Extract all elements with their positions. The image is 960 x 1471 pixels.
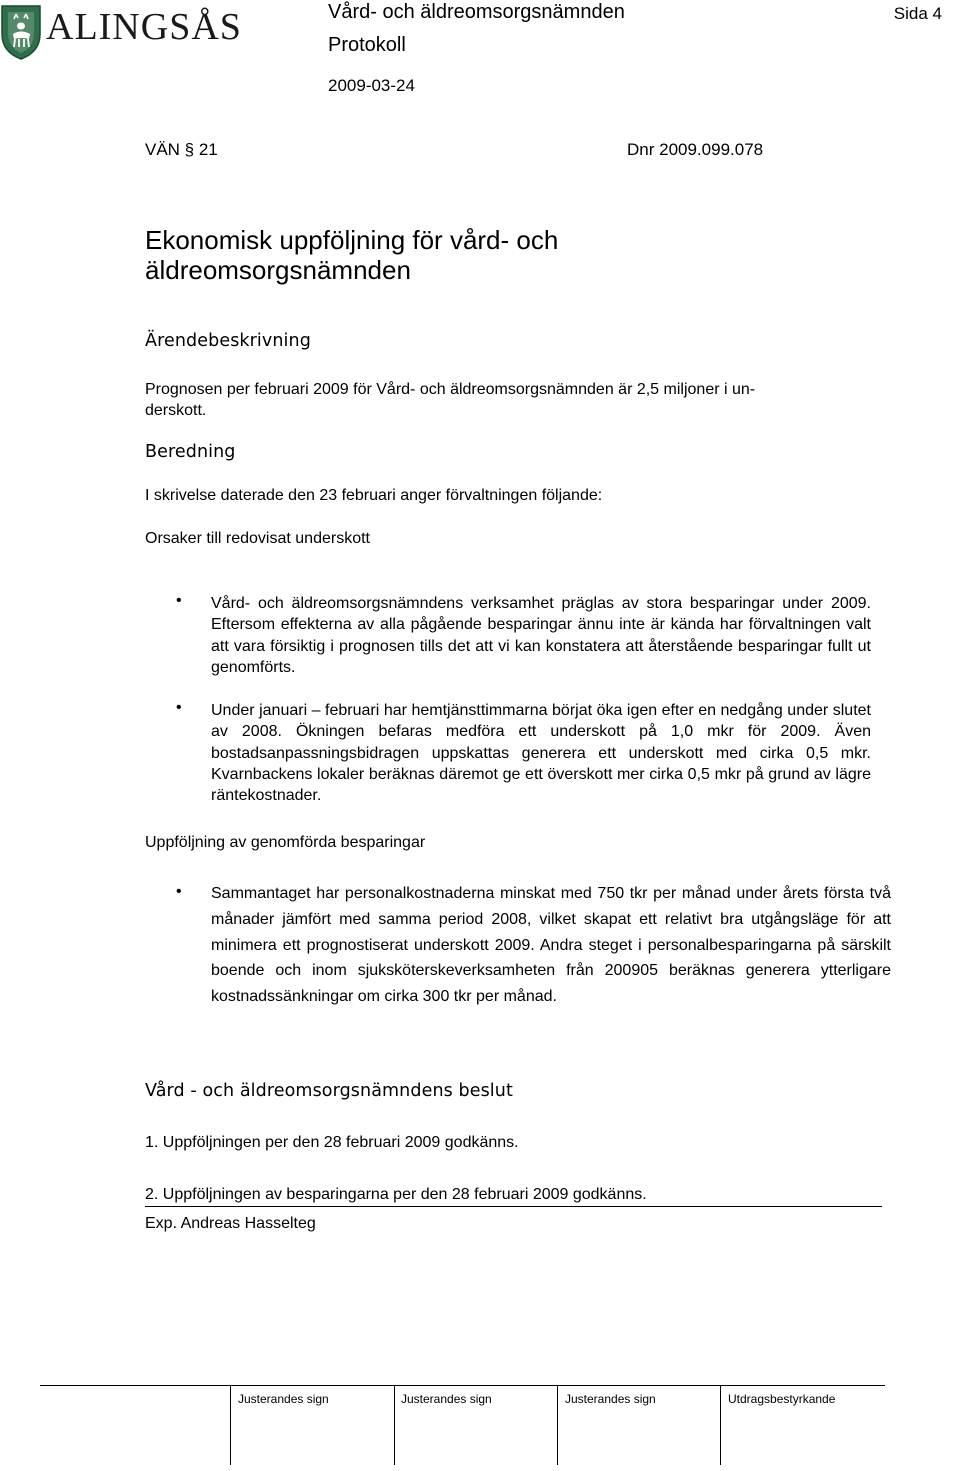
beslut-item-1: 1. Uppföljningen per den 28 februari 2009 godkänns. — [145, 1134, 519, 1151]
bullet-orsaker-2: Under januari – februari har hemtjänsttimmarna börjat öka igen efter en nedgång under slutet av 2008. Ökningen befaras medföra ett underskott på 1,0 mkr för 2009. Även bostadsanpassningsbidragen uppskattas generera ett underskott med cirka 0,5 mkr. Kvarnbackens lokaler beräknas däremot ge ett överskott mer cirka 0,5 mkr på grund av lägre räntekostnader. — [211, 702, 871, 805]
header-date: 2009-03-24 — [328, 76, 415, 95]
footer-divider — [720, 1385, 721, 1465]
beslut-item-2: 2. Uppföljningen av besparingarna per den 28 februari 2009 godkänns. — [145, 1186, 647, 1203]
heading-beredning: Beredning — [145, 442, 236, 462]
coat-of-arms-icon — [0, 4, 42, 60]
heading-arendebeskrivning: Ärendebeskrivning — [145, 331, 311, 351]
footer-label-justerande-2: Justerandes sign — [401, 1392, 492, 1406]
footer-divider — [394, 1385, 395, 1465]
dnr: Dnr 2009.099.078 — [627, 140, 764, 159]
header-doc-type: Protokoll — [328, 34, 406, 56]
bullet-icon: • — [176, 592, 182, 609]
footer-divider — [230, 1385, 231, 1465]
heading-uppfoljning: Uppföljning av genomförda besparingar — [145, 834, 426, 851]
footer-label-justerande-3: Justerandes sign — [565, 1392, 656, 1406]
heading-orsaker: Orsaker till redovisat underskott — [145, 530, 370, 547]
footer-label-justerande-1: Justerandes sign — [238, 1392, 329, 1406]
bullet-orsaker-1: Vård- och äldreomsorgsnämndens verksamhet präglas av stora besparingar under 2009. Eftersom effekterna av alla pågående besparingar ännu inte är kända har förvaltningen valt att vara försiktig i prognosen tills det att vi kan konstatera att återstående besparingar fullt ut genomförts. — [211, 595, 871, 676]
municipality-logo — [0, 2, 262, 62]
footer-rule — [40, 1385, 885, 1386]
beslut-divider — [145, 1206, 882, 1207]
page-title: Ekonomisk uppföljning för vård- och äldreomsorgsnämnden — [145, 225, 559, 285]
logo-wordmark: ALINGSÅS — [46, 6, 242, 48]
case-number: VÄN § 21 — [145, 140, 218, 159]
bullet-uppfoljning-1: Sammantaget har personalkostnaderna minskat med 750 tkr per månad under årets första två månader jämfört med samma period 2008, vilket skapat ett relativt bra utgångsläge för att minimera ett prognostiserat underskott 2009. Andra steget i personalbesparingarna på särskilt boende och inom sjuksköterskeverksamheten från 200905 beräknas generera ytterligare kostnadssänkningar om cirka 300 tkr per månad. — [211, 885, 891, 1006]
arendebeskrivning-line-2: derskott. — [145, 402, 207, 419]
header-org: Vård- och äldreomsorgsnämnden — [328, 1, 625, 23]
expedition: Exp. Andreas Hasselteg — [145, 1215, 316, 1232]
heading-beslut: Vård - och äldreomsorgsnämndens beslut — [145, 1081, 513, 1101]
footer-divider — [557, 1385, 558, 1465]
footer-label-utdragsbestyrkande: Utdragsbestyrkande — [728, 1392, 836, 1406]
bullet-icon: • — [176, 883, 182, 900]
beredning-text: I skrivelse daterade den 23 februari anger förvaltningen följande: — [145, 487, 603, 504]
arendebeskrivning-line-1: Prognosen per februari 2009 för Vård- och äldreomsorgsnämnden är 2,5 miljoner i un- — [145, 381, 756, 398]
bullet-icon: • — [176, 699, 182, 716]
page-number: Sida 4 — [893, 4, 942, 23]
